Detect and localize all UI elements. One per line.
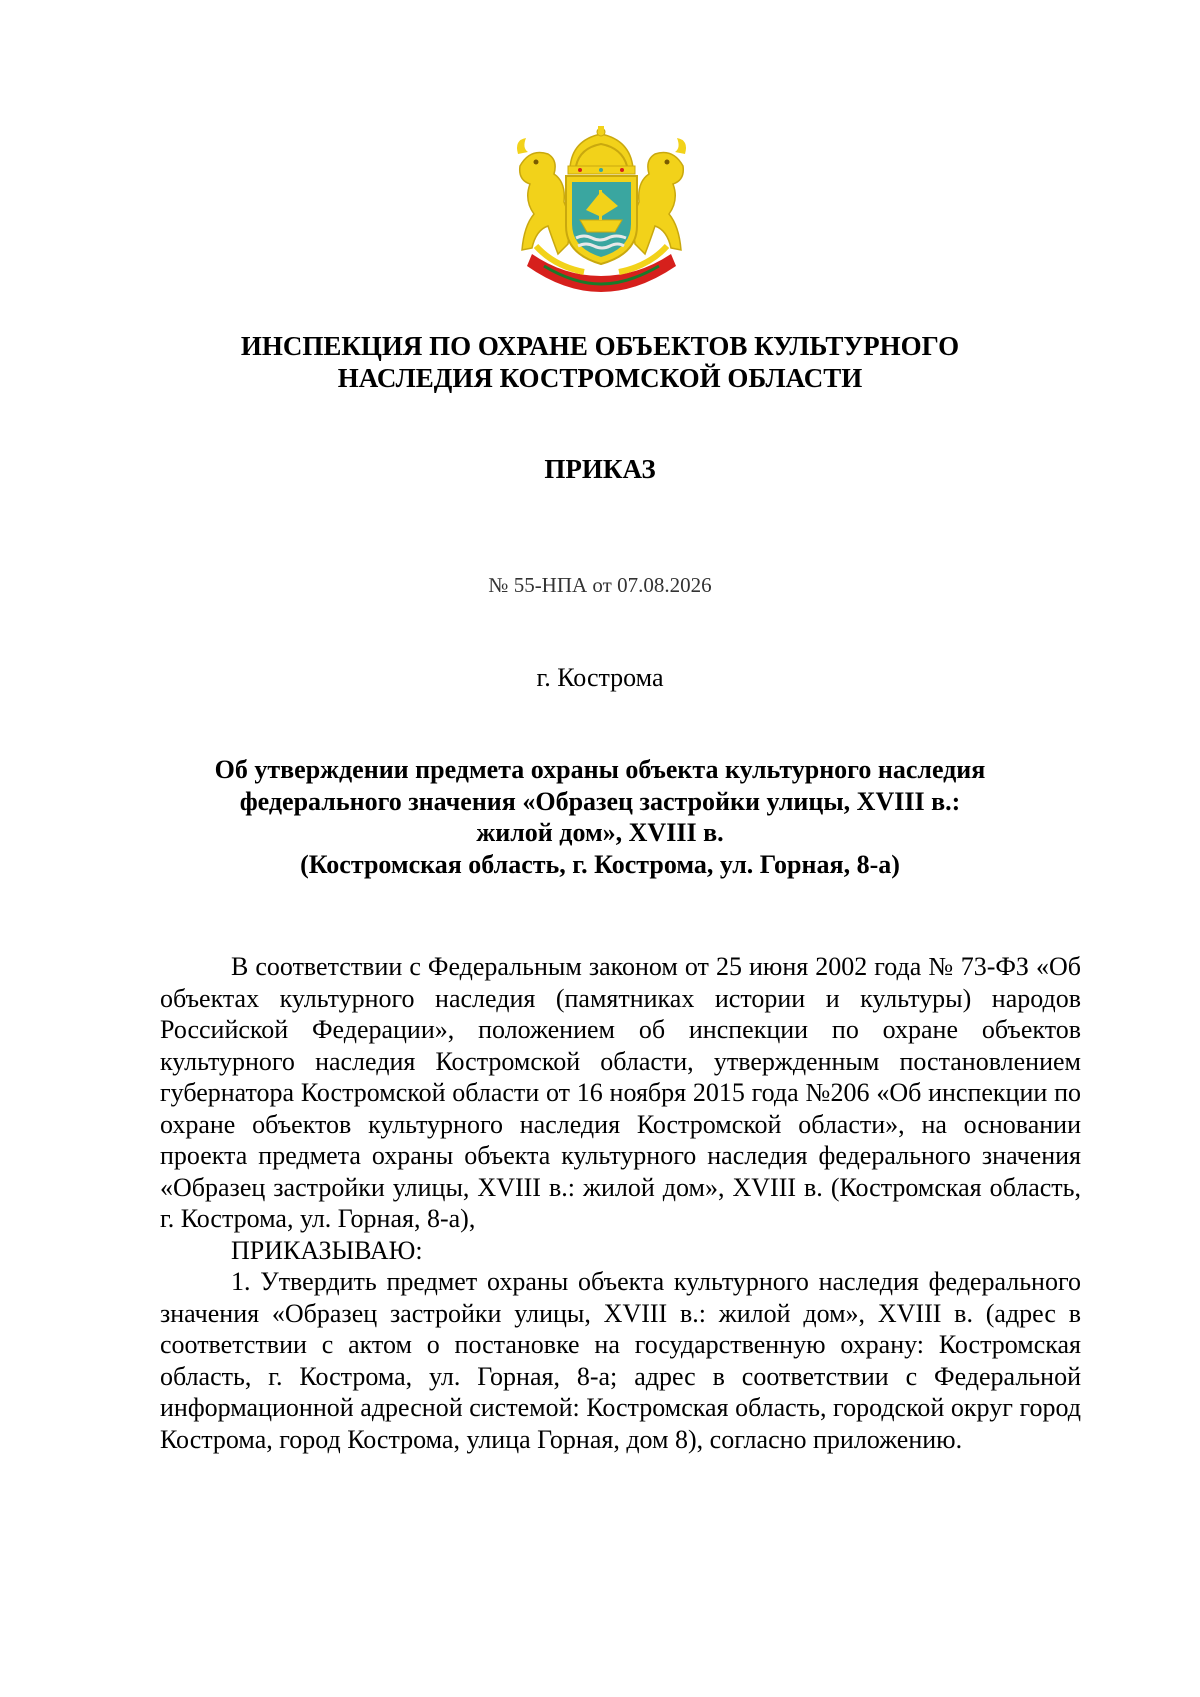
item-1-paragraph: 1. Утвердить предмет охраны объекта культурного наследия федерального значения «Образец застройки улицы, XVIII в.: жилой дом», XVIII в. (адрес в соответствии с актом о постановке на государственную охрану: Костромская область, г. Кострома, ул. Горная, 8-а; адрес в соответствии с Федеральной информационной адресной системой: Костромская область, городской округ город Кострома, город Кострома, улица Горная, дом 8), согласно приложению. bbox=[160, 1267, 1081, 1454]
organization-title bbox=[0, 330, 1200, 394]
subject-line2: федерального значения «Образец застройки улицы, XVIII в.: bbox=[239, 786, 961, 816]
preamble-paragraph: В соответствии с Федеральным законом от 25 июня 2002 года № 73-ФЗ «Об объектах культурного наследия (памятниках истории и культуры) народов Российской Федерации», положением об инспекции по охране объектов культурного наследия Костромской области, утвержденным постановлением губернатора Костромской области от 16 ноября 2015 года №206 «Об инспекции по охране объектов культурного наследия Костромской области», на основании проекта предмета охраны объекта культурного наследия федерального значения «Образец застройки улицы, XVIII в.: жилой дом», XVIII в. (Костромская область, г. Кострома, ул. Горная, 8-а), bbox=[160, 952, 1081, 1233]
kostroma-coat-of-arms-icon bbox=[514, 126, 689, 294]
organization-title-line1: ИНСПЕКЦИЯ ПО ОХРАНЕ ОБЪЕКТОВ КУЛЬТУРНОГО bbox=[240, 331, 960, 361]
city: г. Кострома bbox=[536, 663, 664, 692]
document-type: ПРИКАЗ bbox=[544, 454, 656, 484]
subject-line4: (Костромская область, г. Кострома, ул. Горная, 8-а) bbox=[300, 849, 900, 879]
subject-line3: жилой дом», XVIII в. bbox=[476, 818, 724, 847]
order-body bbox=[160, 951, 1081, 1455]
subject-line1: Об утверждении предмета охраны объекта культурного наследия bbox=[214, 755, 986, 784]
order-subject bbox=[0, 754, 1200, 880]
directive-paragraph: ПРИКАЗЫВАЮ: bbox=[231, 1235, 423, 1265]
order-number: № 55-НПА от 07.08.2026 bbox=[488, 573, 712, 597]
organization-title-line2: НАСЛЕДИЯ КОСТРОМСКОЙ ОБЛАСТИ bbox=[337, 363, 863, 393]
